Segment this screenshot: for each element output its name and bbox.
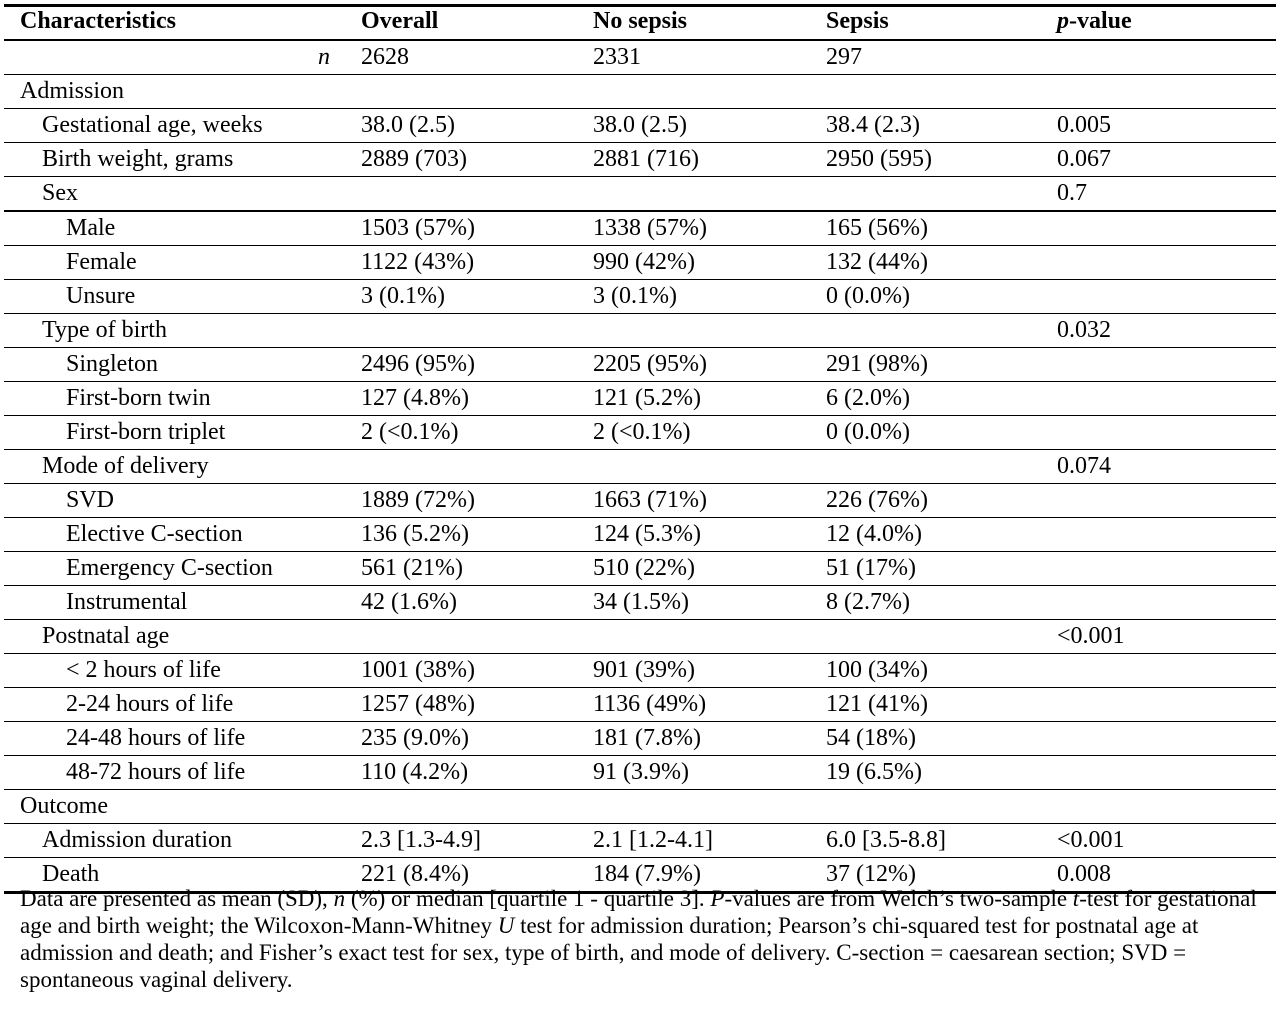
cell-p-value: 0.067 (1057, 146, 1111, 172)
cell-sepsis: 121 (41%) (826, 691, 928, 717)
cell-p-value: <0.001 (1057, 827, 1125, 853)
row-label: < 2 hours of life (66, 657, 221, 683)
table-header-row (4, 5, 1276, 41)
footnote-t1: Data are presented as mean (SD), (20, 886, 334, 911)
cell-no-sepsis: 91 (3.9%) (593, 759, 689, 785)
row-label: Mode of delivery (42, 453, 209, 479)
cell-sepsis: 226 (76%) (826, 487, 928, 513)
header-no-sepsis: No sepsis (593, 8, 688, 34)
cell-p-value: 0.7 (1057, 180, 1087, 206)
cell-no-sepsis: 2881 (716) (593, 146, 699, 172)
cell-sepsis: 100 (34%) (826, 657, 928, 683)
header-sepsis: Sepsis (826, 8, 889, 34)
cell-sepsis: 291 (98%) (826, 351, 928, 377)
footnote-t5: -values are from Welch’s two-sample (724, 886, 1073, 911)
table-row (4, 586, 1276, 620)
cell-overall: 136 (5.2%) (361, 521, 469, 547)
table-footnote (20, 885, 1260, 993)
table-row (4, 552, 1276, 586)
table-row (4, 109, 1276, 143)
cell-no-sepsis: 3 (0.1%) (593, 283, 677, 309)
row-label: Elective C-section (66, 521, 243, 547)
table-row (4, 518, 1276, 552)
table-row (4, 484, 1276, 518)
table-row (4, 280, 1276, 314)
table-row (4, 177, 1276, 212)
cell-overall: 2496 (95%) (361, 351, 475, 377)
cell-sepsis: 51 (17%) (826, 555, 916, 581)
row-label: First-born triplet (66, 419, 226, 445)
row-label: Singleton (66, 351, 159, 377)
table-row (4, 382, 1276, 416)
row-label: Admission (20, 78, 125, 104)
cell-overall: 221 (8.4%) (361, 861, 469, 887)
footnote-t8: U (497, 913, 515, 938)
table-row (4, 790, 1276, 824)
footnote-t3: (%) or median [quartile 1 - quartile 3]. (345, 886, 711, 911)
cell-no-sepsis: 124 (5.3%) (593, 521, 701, 547)
cell-sepsis: 165 (56%) (826, 215, 928, 241)
cell-sepsis: 0 (0.0%) (826, 283, 910, 309)
cell-sepsis: 37 (12%) (826, 861, 916, 887)
cell-no-sepsis: 1663 (71%) (593, 487, 707, 513)
cell-overall: 2 (<0.1%) (361, 419, 459, 445)
cell-p-value: 0.032 (1057, 317, 1111, 343)
row-label: Male (66, 215, 116, 241)
cell-overall: 1257 (48%) (361, 691, 475, 717)
table-row (4, 620, 1276, 654)
cell-p-value: <0.001 (1057, 623, 1125, 649)
table-row (4, 688, 1276, 722)
cell-no-sepsis: 38.0 (2.5) (593, 112, 687, 138)
n-no-sepsis: 2331 (593, 44, 641, 70)
table-row (4, 75, 1276, 109)
row-label: Emergency C-section (66, 555, 273, 581)
row-label: Female (66, 249, 137, 275)
cell-overall: 1122 (43%) (361, 249, 475, 275)
n-row (4, 41, 1276, 75)
cell-sepsis: 132 (44%) (826, 249, 928, 275)
row-label: 24-48 hours of life (66, 725, 246, 751)
cell-overall: 2.3 [1.3-4.9] (361, 827, 481, 853)
cell-sepsis: 6.0 [3.5-8.8] (826, 827, 946, 853)
row-label: Unsure (66, 283, 136, 309)
cell-p-value: 0.008 (1057, 861, 1111, 887)
table-row (4, 824, 1276, 858)
cell-overall: 110 (4.2%) (361, 759, 469, 785)
footnote-t9: test for admission duration; Pearson’s chi-squared test for postnatal age at admission and death; and Fisher’s exact test for sex, type of birth, and mode of delivery. C-section = caesarean section; SVD = spontaneous vaginal delivery. (20, 913, 1199, 992)
header-characteristics: Characteristics (20, 8, 176, 34)
cell-no-sepsis: 181 (7.8%) (593, 725, 701, 751)
table-row (4, 416, 1276, 450)
cell-p-value: 0.005 (1057, 112, 1111, 138)
cell-sepsis: 8 (2.7%) (826, 589, 910, 615)
cell-no-sepsis: 2 (<0.1%) (593, 419, 691, 445)
table-row (4, 722, 1276, 756)
footnote-t6: t (1072, 886, 1080, 911)
cell-overall: 561 (21%) (361, 555, 463, 581)
table-row (4, 756, 1276, 790)
table-body (4, 75, 1276, 894)
cell-no-sepsis: 901 (39%) (593, 657, 695, 683)
row-label: Death (42, 861, 100, 887)
row-label: Sex (42, 180, 78, 206)
cell-sepsis: 6 (2.0%) (826, 385, 910, 411)
footnote-t7: -test for gestational age and birth weight; the Wilcoxon-Mann-Whitney (20, 886, 1257, 938)
row-label: Instrumental (66, 589, 188, 615)
cell-sepsis: 54 (18%) (826, 725, 916, 751)
cell-overall: 38.0 (2.5) (361, 112, 455, 138)
table-row (4, 246, 1276, 280)
footnote-t4: P (710, 886, 725, 911)
characteristics-table (4, 5, 1276, 894)
cell-no-sepsis: 1136 (49%) (593, 691, 707, 717)
cell-sepsis: 0 (0.0%) (826, 419, 910, 445)
row-label: Outcome (20, 793, 108, 819)
row-label: SVD (66, 487, 115, 513)
cell-no-sepsis: 121 (5.2%) (593, 385, 701, 411)
cell-no-sepsis: 184 (7.9%) (593, 861, 701, 887)
row-label: First-born twin (66, 385, 211, 411)
row-label: 48-72 hours of life (66, 759, 246, 785)
cell-no-sepsis: 510 (22%) (593, 555, 695, 581)
n-sepsis: 297 (826, 44, 862, 70)
table-row (4, 654, 1276, 688)
cell-overall: 3 (0.1%) (361, 283, 445, 309)
table-row (4, 143, 1276, 177)
cell-no-sepsis: 2205 (95%) (593, 351, 707, 377)
row-label: Birth weight, grams (42, 146, 234, 172)
cell-sepsis: 2950 (595) (826, 146, 932, 172)
cell-no-sepsis: 2.1 [1.2-4.1] (593, 827, 713, 853)
table-row (4, 314, 1276, 348)
cell-no-sepsis: 34 (1.5%) (593, 589, 689, 615)
n-label: n (318, 44, 330, 70)
row-label: Postnatal age (42, 623, 170, 649)
header-p-rest: -value (1069, 8, 1132, 34)
table-row (4, 348, 1276, 382)
cell-overall: 1001 (38%) (361, 657, 475, 683)
row-label: Admission duration (42, 827, 232, 853)
n-overall: 2628 (361, 44, 409, 70)
cell-overall: 235 (9.0%) (361, 725, 469, 751)
row-label: 2-24 hours of life (66, 691, 234, 717)
row-label: Gestational age, weeks (42, 112, 263, 138)
row-label: Type of birth (42, 317, 167, 343)
cell-overall: 1503 (57%) (361, 215, 475, 241)
cell-overall: 2889 (703) (361, 146, 467, 172)
cell-no-sepsis: 1338 (57%) (593, 215, 707, 241)
cell-overall: 127 (4.8%) (361, 385, 469, 411)
table-row (4, 212, 1276, 246)
cell-p-value: 0.074 (1057, 453, 1111, 479)
cell-overall: 42 (1.6%) (361, 589, 457, 615)
cell-no-sepsis: 990 (42%) (593, 249, 695, 275)
cell-sepsis: 19 (6.5%) (826, 759, 922, 785)
header-p-italic: p (1057, 8, 1069, 34)
cell-overall: 1889 (72%) (361, 487, 475, 513)
footnote-t2: n (333, 886, 346, 911)
table-row (4, 450, 1276, 484)
header-overall: Overall (361, 8, 439, 34)
cell-sepsis: 38.4 (2.3) (826, 112, 920, 138)
header-p-value (1057, 5, 1132, 38)
cell-sepsis: 12 (4.0%) (826, 521, 922, 547)
